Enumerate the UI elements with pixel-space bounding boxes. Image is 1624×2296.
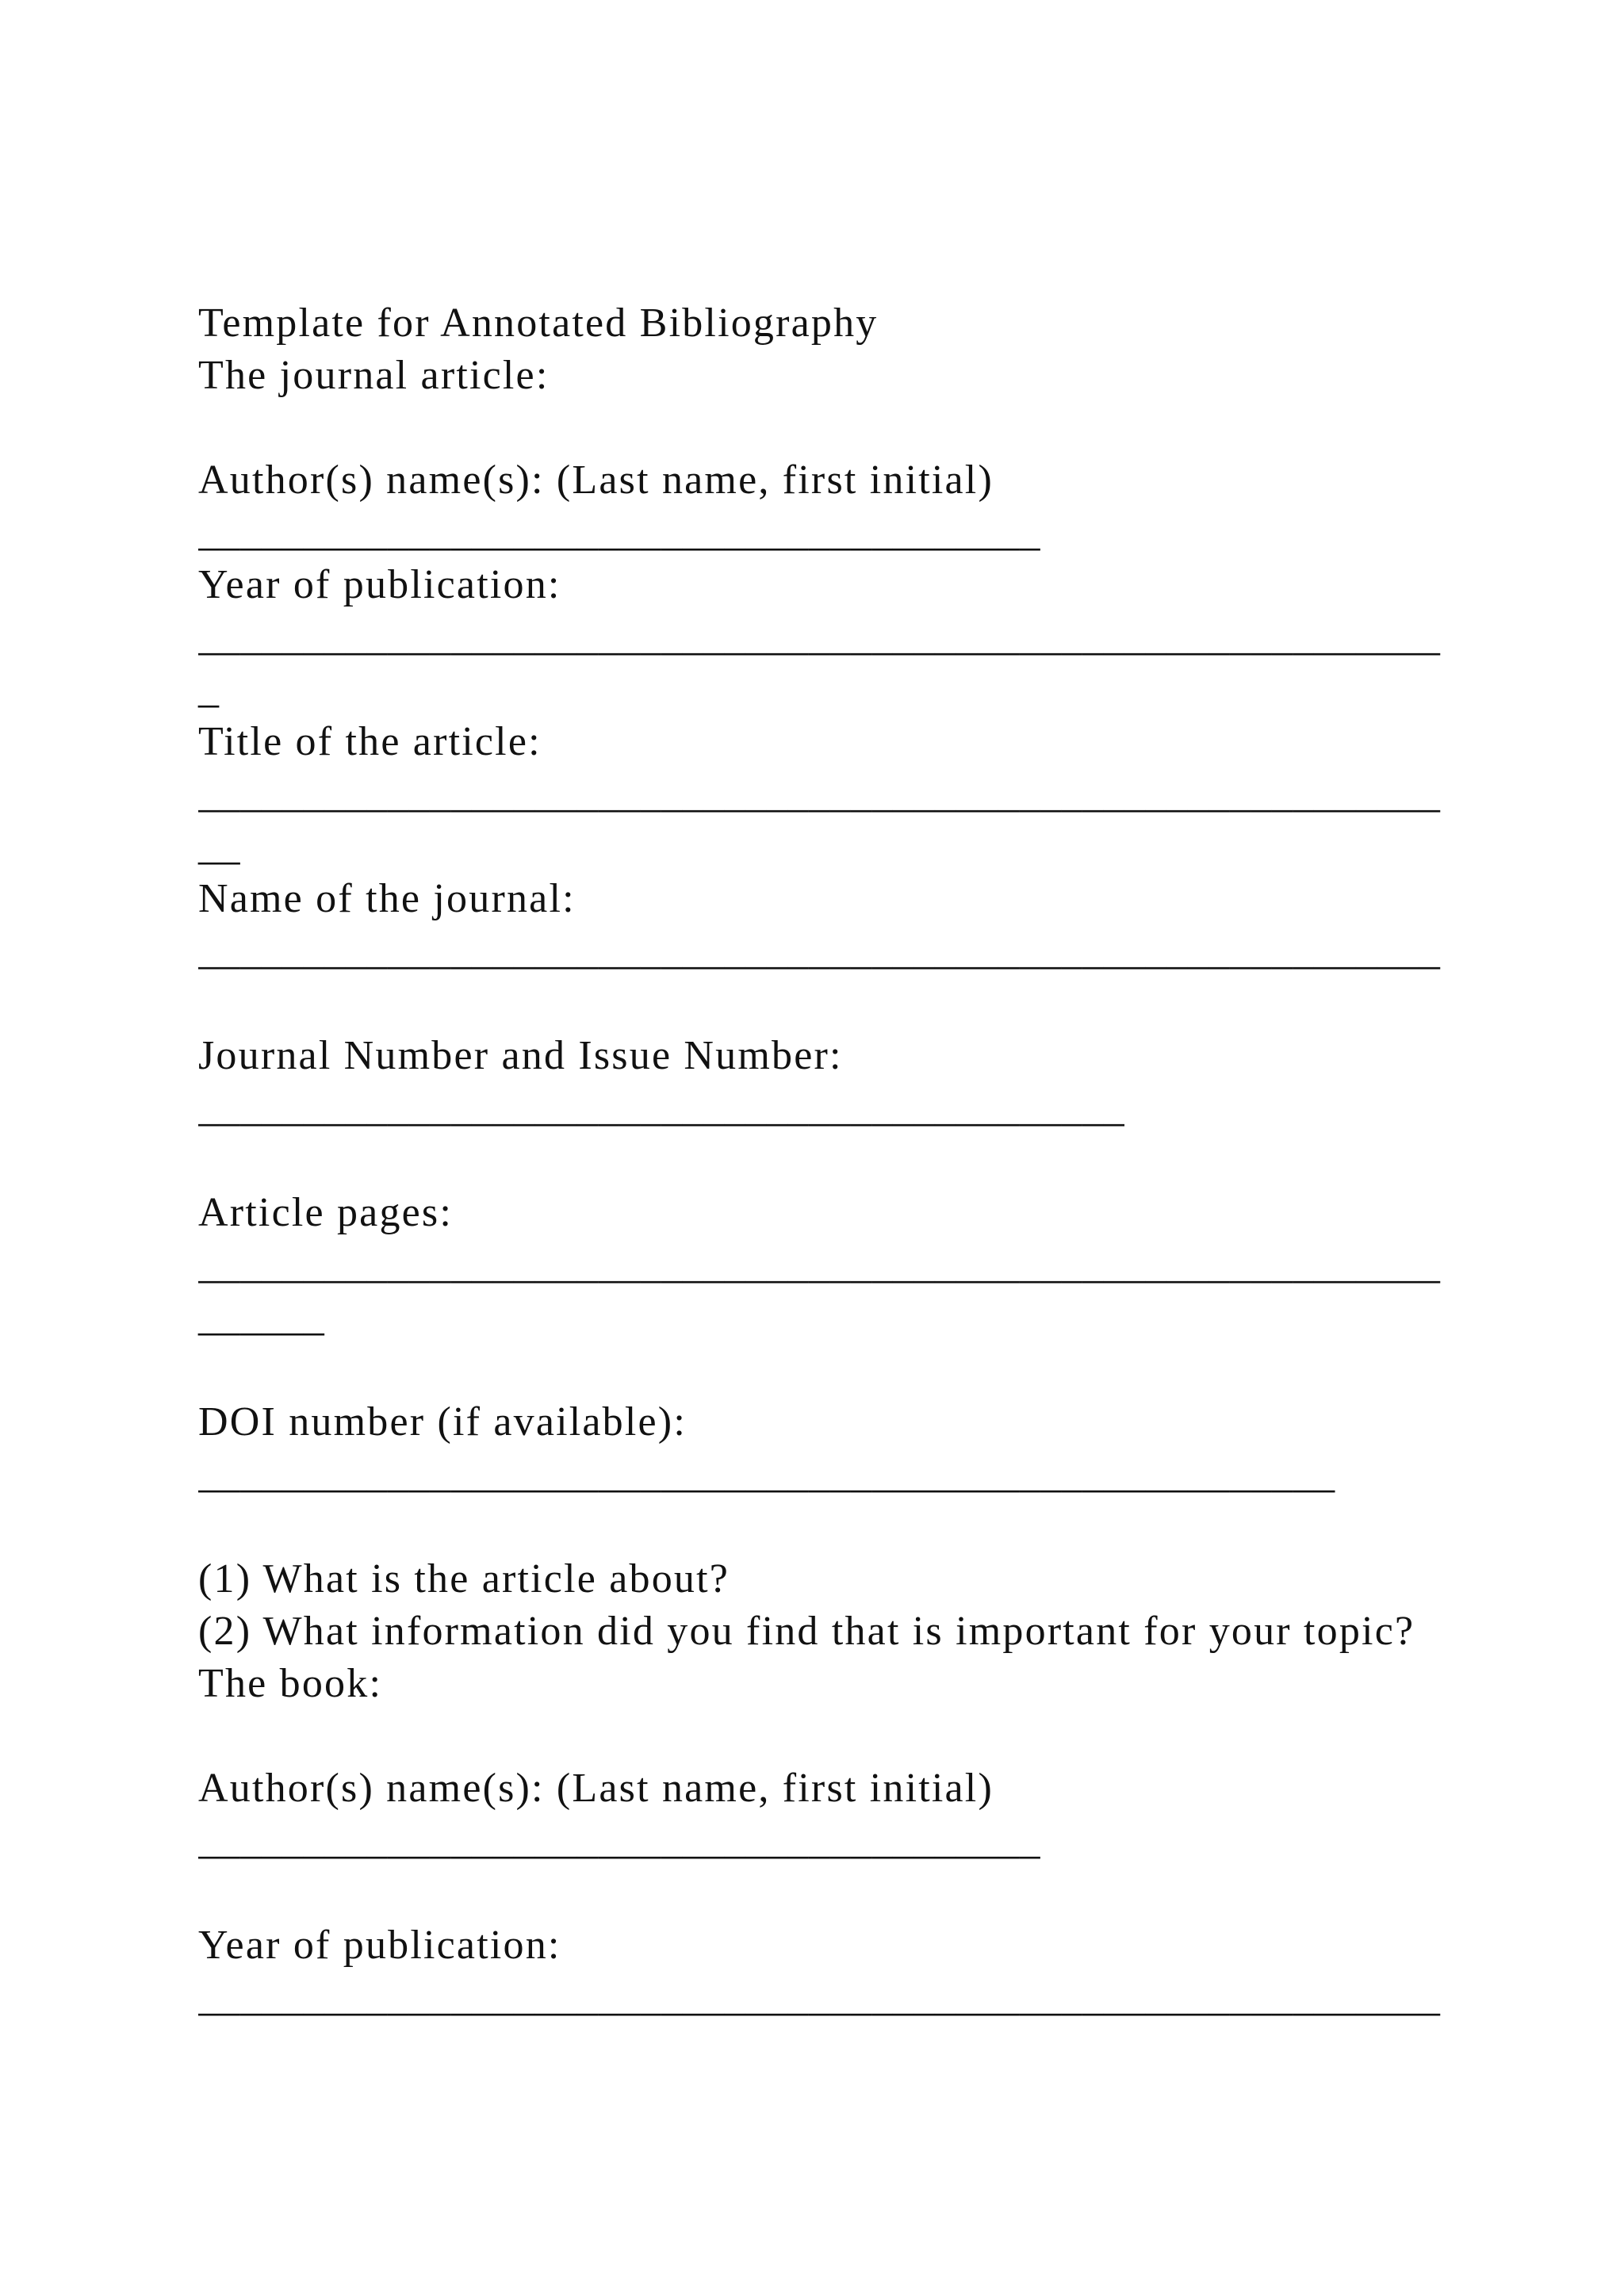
spacer xyxy=(198,978,1451,1030)
spacer xyxy=(198,402,1451,454)
spacer xyxy=(198,1344,1451,1396)
doi-label: DOI number (if available): xyxy=(198,1399,687,1445)
article-section-heading: The journal article: xyxy=(198,353,550,398)
article-title-label: Title of the article: xyxy=(198,719,542,764)
article-year-blank-overflow: _ xyxy=(198,667,220,712)
document-body xyxy=(198,297,1451,2024)
article-author-blank: ________________________________________ xyxy=(198,510,1040,555)
article-title-blank-overflow: __ xyxy=(198,824,241,869)
article-pages-blank: ___________________________________________________________ xyxy=(198,1242,1441,1288)
book-section-heading: The book: xyxy=(198,1661,383,1706)
book-year-label: Year of publication: xyxy=(198,1923,561,1968)
spacer xyxy=(198,1135,1451,1187)
book-year-blank: ___________________________________________________________ xyxy=(198,1975,1441,2020)
spacer xyxy=(198,1710,1451,1762)
article-year-label: Year of publication: xyxy=(198,562,561,607)
article-pages-label: Article pages: xyxy=(198,1190,454,1235)
journal-number-blank: ____________________________________________ xyxy=(198,1085,1125,1131)
article-author-label: Author(s) name(s): (Last name, first initial) xyxy=(198,457,994,503)
article-pages-blank-overflow: ______ xyxy=(198,1295,325,1340)
doi-blank: ______________________________________________________ xyxy=(198,1452,1335,1497)
question-1: (1) What is the article about? xyxy=(198,1556,730,1601)
journal-number-label: Journal Number and Issue Number: xyxy=(198,1033,843,1078)
article-title-blank: ___________________________________________________________ xyxy=(198,771,1441,817)
article-year-blank: ___________________________________________________________ xyxy=(198,614,1441,660)
spacer xyxy=(198,1501,1451,1553)
book-author-blank: ________________________________________ xyxy=(198,1818,1040,1863)
journal-name-blank: ___________________________________________________________ xyxy=(198,928,1441,974)
journal-name-label: Name of the journal: xyxy=(198,876,576,921)
spacer xyxy=(198,1867,1451,1919)
book-author-label: Author(s) name(s): (Last name, first initial) xyxy=(198,1766,994,1811)
question-2: (2) What information did you find that is important for your topic? xyxy=(198,1609,1415,1654)
document-title: Template for Annotated Bibliography xyxy=(198,300,879,346)
